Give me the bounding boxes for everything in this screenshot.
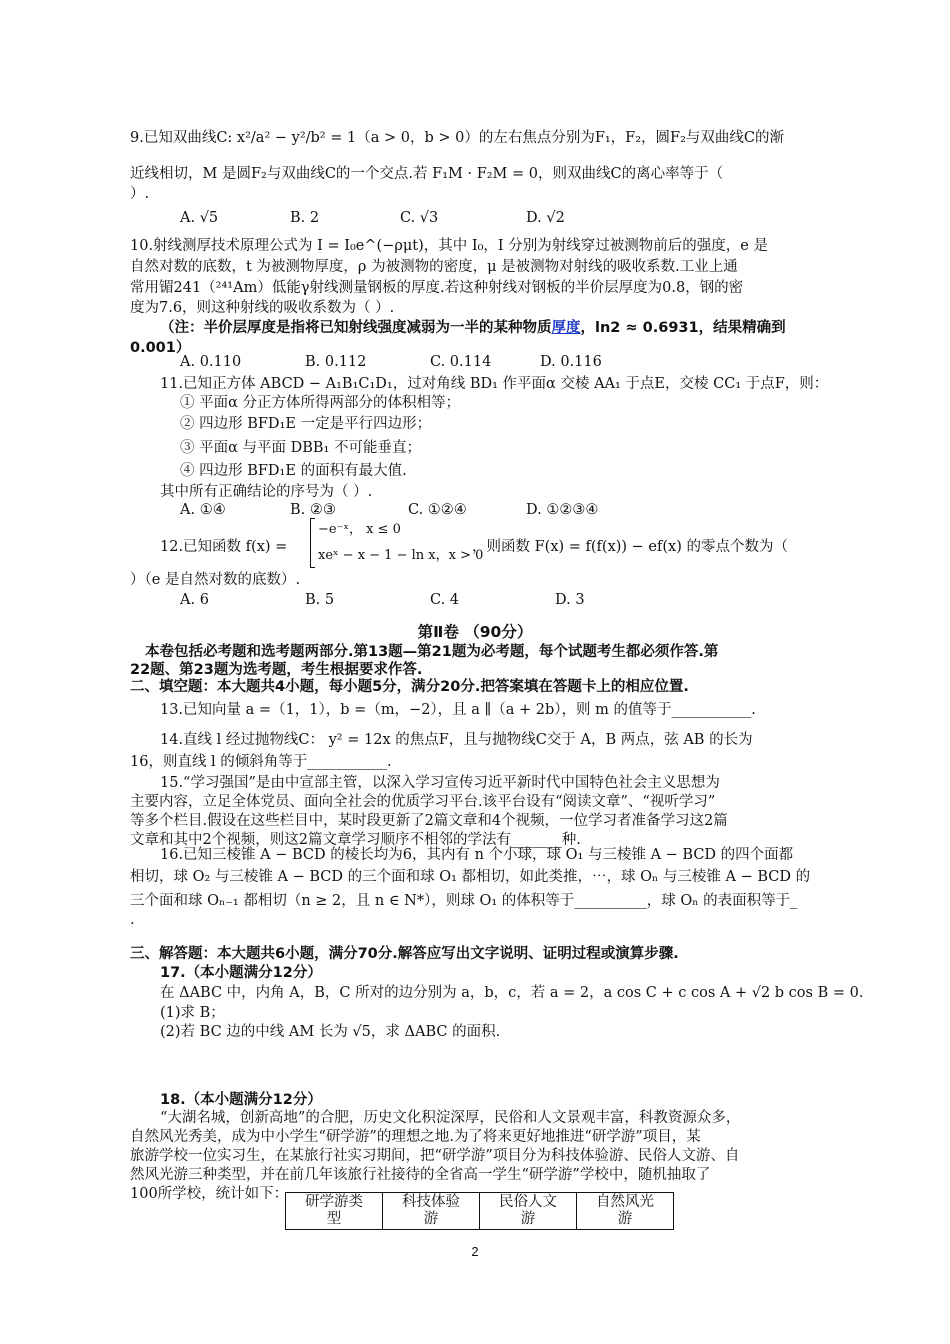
q15-line3: 等多个栏目.假设在这些栏目中，某时段更新了2篇文章和4个视频，一位学习者准备学习这2篇 [130, 813, 728, 829]
q10-note-link[interactable]: 厚度 [551, 320, 581, 336]
q10-option-a: A. 0.110 [180, 354, 242, 370]
q12-option-d: D. 3 [555, 592, 585, 608]
q9-line3: ）. [130, 186, 150, 202]
page-number: 2 [471, 1244, 479, 1259]
q11-statement-3: ③ 平面α 与平面 DBB₁ 不可能垂直； [180, 440, 421, 456]
part2-intro-1: 本卷包括必考题和选考题两部分.第13题—第21题为必考题，每个试题考生都必须作答.第 [145, 644, 719, 660]
table-row [286, 1193, 674, 1230]
q18-line5: 100所学校，统计如下： [130, 1186, 289, 1202]
q17-part2: (2)若 BC 边的中线 AM 长为 √5，求 ΔABC 的面积. [160, 1024, 501, 1040]
table-cell: 研学游类 型 [286, 1193, 383, 1230]
q11-option-a: A. ①④ [180, 502, 226, 518]
q12-case-2: xeˣ − x − 1 − ln x，x > 0 [318, 548, 484, 563]
q11-ask: 其中所有正确结论的序号为（ ）. [160, 484, 373, 500]
q17-heading: 17.（本小题满分12分） [160, 965, 322, 981]
q10-options [180, 352, 602, 372]
q10-note-text: （注：半价层厚度是指将已知射线强度减弱为一半的某种物质 [160, 320, 552, 336]
q12-option-b: B. 5 [305, 592, 335, 608]
q18-line3: 旅游学校一位实习生，在某旅行社实习期间，把“研学游”项目分为科技体验游、民俗人文游、自 [130, 1148, 740, 1164]
q11-statement-4: ④ 四边形 BFD₁E 的面积有最大值. [180, 463, 407, 479]
table-cell: 自然风光 游 [577, 1193, 674, 1230]
q11-option-b: B. ②③ [290, 502, 336, 518]
q12-line2: ）（e 是自然对数的底数）. [130, 572, 301, 588]
section-2-heading: 二、填空题：本大题共4小题，每小题5分，满分20分.把答案填在答题卡上的相应位置. [130, 679, 689, 695]
part2-intro-2: 22题、第23题为选考题，考生根据要求作答. [130, 662, 423, 678]
q9-option-a: A. √5 [180, 210, 219, 226]
q12-option-c: C. 4 [430, 592, 460, 608]
table-cell: 科技体验 游 [383, 1193, 480, 1230]
q9-option-d: D. √2 [526, 210, 565, 226]
q11-options [180, 500, 598, 520]
q18-line2: 自然风光秀美，成为中小学生“研学游”的理想之地.为了将来更好地推进“研学游”项目，某 [130, 1129, 701, 1145]
q11-option-d: D. ①②③④ [526, 502, 599, 518]
q12-option-a: A. 6 [180, 592, 209, 608]
q14-line1: 14.直线 l 经过抛物线C： y² = 12x 的焦点F，且与抛物线C交于 A，B 两点，弦 AB 的长为 [160, 732, 753, 748]
q12-lead: 12.已知函数 f(x) = [160, 539, 288, 555]
part2-title: 第Ⅱ卷 （90分） [417, 623, 533, 641]
q11-statement-1: ① 平面α 分正方体所得两部分的体积相等； [180, 395, 461, 411]
q9-line1: 9.已知双曲线C: x²/a² − y²/b² = 1（a > 0，b > 0）的左右焦点分别为F₁，F₂，圆F₂与双曲线C的渐 [130, 130, 785, 146]
q15-line2: 主要内容，立足全体党员、面向全社会的优质学习平台.该平台设有“阅读文章”、“视听学习” [130, 794, 716, 810]
table-cell: 民俗人文 游 [480, 1193, 577, 1230]
q9-options [180, 208, 565, 228]
q11-statement-2: ② 四边形 BFD₁E 一定是平行四边形； [180, 416, 432, 432]
q18-line1: “大湖名城，创新高地”的合肥，历史文化积淀深厚，民俗和人文景观丰富，科教资源众多， [160, 1110, 741, 1126]
q12-options [180, 590, 585, 610]
q10-note-cont: 0.001） [130, 340, 191, 356]
q15-line1: 15.“学习强国”是由中宣部主管，以深入学习宣传习近平新时代中国特色社会主义思想为 [160, 775, 720, 791]
q12-case-1: −e⁻ˣ， x ≤ 0 [318, 522, 401, 537]
q11-option-c: C. ①②④ [408, 502, 467, 518]
survey-table [285, 1192, 674, 1230]
q13-line: 13.已知向量 a =（1，1），b =（m，−2），且 a ∥（a + 2b），则 m 的值等于___________. [160, 702, 756, 718]
q16-line4: . [130, 912, 135, 928]
q10-note [130, 318, 786, 338]
q10-line1: 10.射线测厚技术原理公式为 I = I₀e^(−ρμt)，其中 I₀，I 分别为射线穿过被测物前后的强度，e 是 [130, 238, 768, 254]
q10-option-b: B. 0.112 [305, 354, 367, 370]
q16-line2: 相切，球 O₂ 与三棱锥 A − BCD 的三个面和球 O₁ 都相切，如此类推，⋯，球 Oₙ 与三棱锥 A − BCD 的 [130, 869, 811, 885]
q14-line2: 16，则直线 l 的倾斜角等于___________. [130, 754, 392, 770]
section-3-heading: 三、解答题：本大题共6小题，满分70分.解答应写出文字说明、证明过程或演算步骤. [130, 946, 679, 962]
q9-option-b: B. 2 [290, 210, 320, 226]
q10-line2: 自然对数的底数，t 为被测物厚度，ρ 为被测物的密度，μ 是被测物对射线的吸收系数.工业上通 [130, 259, 738, 275]
q17-line1: 在 ΔABC 中，内角 A，B，C 所对的边分别为 a，b，c，若 a = 2，a cos C + c cos A + √2 b cos B = 0. [160, 985, 864, 1001]
q12-brace [310, 518, 315, 568]
q9-line2: 近线相切，M 是圆F₂与双曲线C的一个交点.若 F₁M · F₂M = 0，则双曲线C的离心率等于（ [130, 166, 724, 182]
q10-option-c: C. 0.114 [430, 354, 492, 370]
q15-line4: 文章和其中2个视频，则这2篇文章学习顺序不相邻的学法有_______种. [130, 832, 581, 848]
q10-note-ln2: ，ln2 ≈ 0.6931，结果精确到 [580, 320, 786, 336]
q10-line4: 度为7.6，则这种射线的吸收系数为（ ）. [130, 300, 395, 316]
q11-stem: 11.已知正方体 ABCD − A₁B₁C₁D₁，过对角线 BD₁ 作平面α 交棱 AA₁ 于点E，交棱 CC₁ 于点F，则： [160, 376, 829, 392]
q9-option-c: C. √3 [400, 210, 439, 226]
q10-option-d: D. 0.116 [540, 354, 602, 370]
q10-line3: 常用镅241（²⁴¹Am）低能γ射线测量钢板的厚度.若这种射线对钢板的半价层厚度为0.8，钢的密 [130, 280, 744, 296]
q12-tail: ，则函数 F(x) = f(f(x)) − ef(x) 的零点个数为（ [472, 539, 788, 555]
q18-heading: 18.（本小题满分12分） [160, 1092, 322, 1108]
q16-line1: 16.已知三棱锥 A − BCD 的棱长均为6，其内有 n 个小球，球 O₁ 与三棱锥 A − BCD 的四个面都 [160, 847, 794, 863]
q17-part1: (1)求 B； [160, 1005, 225, 1021]
q16-line3: 三个面和球 Oₙ₋₁ 都相切（n ≥ 2，且 n ∈ N*），则球 O₁ 的体积等于__________，球 Oₙ 的表面积等于_ [130, 893, 798, 909]
q18-line4: 然风光游三种类型，并在前几年该旅行社接待的全省高一学生“研学游”学校中，随机抽取了 [130, 1167, 711, 1183]
